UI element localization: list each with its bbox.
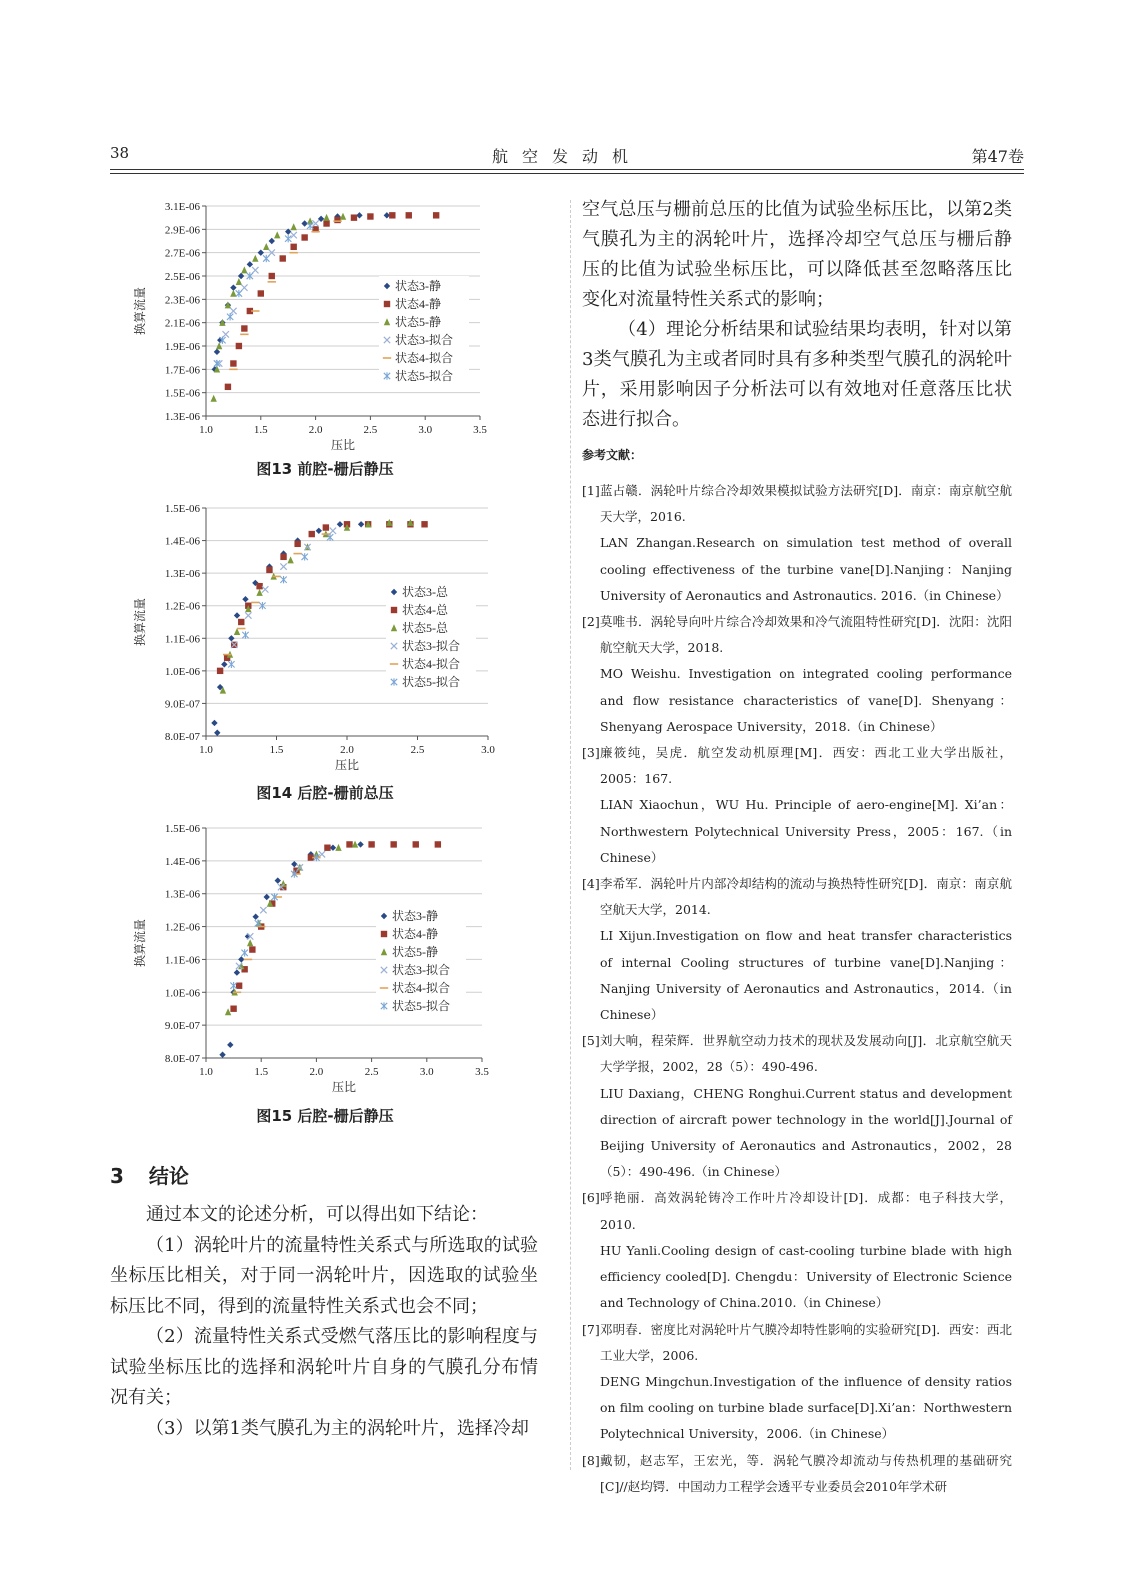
legend-label: 状态4-拟合 [395, 351, 453, 365]
reference-zh: 刘大响，程荣辉．世界航空动力技术的现状及发展动向[J]．北京航空航天大学学报，2002，28（5）：490-496. [600, 1033, 1012, 1075]
x-tick-label: 2.5 [410, 744, 425, 756]
data-point [217, 668, 223, 674]
section-number: 3 [110, 1164, 124, 1188]
legend-label: 状态5-总 [402, 621, 448, 635]
data-point [367, 213, 373, 219]
legend [376, 906, 466, 1020]
x-tick-label: 1.0 [199, 424, 213, 436]
legend-marker [381, 931, 387, 937]
reference-item [582, 740, 1012, 871]
data-point [413, 841, 419, 847]
data-point [368, 841, 374, 847]
x-axis-label: 压比 [330, 438, 356, 452]
volume-label: 第47卷 [971, 147, 1024, 166]
running-header [110, 140, 1024, 170]
y-tick-label: 8.0E-07 [164, 731, 200, 743]
y-tick-label: 2.1E-06 [164, 317, 200, 330]
y-tick-label: 9.0E-07 [164, 698, 200, 711]
y-tick-label: 3.1E-06 [164, 201, 200, 213]
y-tick-label: 8.0E-07 [164, 1053, 200, 1065]
reference-number: [4] [582, 876, 600, 892]
reference-item [582, 1185, 1012, 1316]
y-tick-label: 1.0E-06 [164, 987, 200, 1000]
data-point [236, 983, 242, 989]
y-axis-label: 换算流量 [133, 286, 147, 336]
y-tick-label: 1.3E-06 [164, 411, 200, 423]
reference-en: LIU Daxiang，CHENG Ronghui.Current status and development direction of aircraft power technology in the world[J].Journal of Beijing University of Aeronautics and Astronautics，2002，28（5）：490-496.（in Chinese） [600, 1085, 1012, 1180]
y-tick-label: 1.1E-06 [164, 954, 200, 967]
reference-en: MO Weishu. Investigation on integrated cooling performance and flow resistance characteristics of vane[D]. Shenyang：Shenyang Aerospace University，2018.（in Chinese） [600, 666, 1012, 734]
reference-zh: 莫唯书．涡轮导向叶片综合冷却效果和冷气流阻特性研究[D]．沈阳：沈阳航空航天大学，2018. [600, 614, 1012, 656]
page-number: 38 [110, 144, 130, 162]
paragraph: （4）理论分析结果和试验结果均表明，针对以第3类气膜孔为主或者同时具有多种类型气膜孔的涡轮叶片，采用影响因子分析法可以有效地对任意落压比状态进行拟合。 [582, 319, 1012, 430]
y-tick-label: 1.0E-06 [164, 665, 200, 678]
reference-en: LI Xijun.Investigation on flow and heat transfer characteristics of internal Cooling structures of turbine vane[D].Nanjing：Nanjing University of Aeronautics and Astronautics，2014.（in Chinese） [600, 928, 1012, 1023]
data-point [258, 290, 264, 296]
legend-label: 状态5-拟合 [392, 999, 450, 1013]
legend-label: 状态4-拟合 [402, 657, 460, 671]
data-point [256, 583, 262, 589]
data-point [238, 619, 244, 625]
reference-en: DENG Mingchun.Investigation of the influence of density ratios on film cooling on turbine blade surface[D].Xi’an：Northwestern Polytechnical University，2006.（in Chinese） [600, 1373, 1012, 1442]
figure-14-chart [110, 498, 540, 780]
references-title: 参考文献： [582, 448, 643, 462]
data-point [294, 541, 300, 547]
y-tick-label: 1.1E-06 [164, 633, 200, 646]
data-point [433, 212, 439, 218]
data-point [249, 946, 255, 952]
reference-item [582, 1448, 1012, 1500]
reference-zh: 戴韧，赵志军，王宏光，等．涡轮气膜冷却流动与传热机理的基础研究[C]//赵均锷．中国动力工程学会透平专业委员会2010年学术研 [600, 1452, 1012, 1494]
y-tick-label: 1.7E-06 [164, 364, 200, 377]
legend [379, 276, 469, 390]
x-tick-label: 2.0 [308, 424, 323, 436]
x-axis-label: 压比 [334, 758, 360, 772]
reference-zh: 呼艳丽．高效涡轮铸冷工作叶片冷却设计[D]．成都：电子科技大学，2010. [600, 1190, 1012, 1232]
figure-13-caption: 图13 前腔-栅后静压 [256, 460, 394, 478]
paragraph: 通过本文的论述分析，可以得出如下结论： [146, 1204, 488, 1225]
y-tick-label: 2.7E-06 [164, 247, 200, 260]
y-tick-label: 1.5E-06 [164, 823, 200, 835]
x-tick-label: 2.0 [309, 1066, 324, 1078]
journal-name: 航空发动机 [491, 147, 642, 166]
reference-list [582, 478, 1012, 1500]
data-point [236, 343, 242, 349]
data-point [323, 220, 329, 226]
y-axis-label: 换算流量 [133, 597, 147, 647]
legend-label: 状态5-静 [395, 315, 441, 329]
y-tick-label: 2.9E-06 [164, 224, 200, 237]
legend [386, 582, 476, 696]
y-tick-label: 1.2E-06 [164, 600, 200, 613]
section-heading [110, 1160, 189, 1189]
conclusion-text [110, 1200, 538, 1444]
data-point [230, 360, 236, 366]
reference-number: [6] [582, 1190, 600, 1206]
data-point [301, 234, 307, 240]
x-tick-label: 3.0 [419, 1066, 434, 1078]
y-tick-label: 1.3E-06 [164, 568, 200, 581]
data-point [290, 244, 296, 250]
reference-item [582, 609, 1012, 740]
reference-number: [7] [582, 1321, 600, 1337]
reference-zh: 邓明春．密度比对涡轮叶片气膜冷却特性影响的实验研究[D]．西安：西北工业大学，2006. [600, 1321, 1012, 1363]
reference-number: [1] [582, 483, 600, 498]
data-point [334, 217, 340, 223]
figure-13-chart [110, 196, 540, 458]
data-point [280, 255, 286, 261]
data-point [241, 325, 247, 331]
header-rule-thin [110, 173, 1024, 174]
data-point [390, 841, 396, 847]
x-tick-label: 2.5 [363, 424, 378, 436]
x-tick-label: 1.0 [199, 744, 213, 756]
y-tick-label: 2.3E-06 [164, 294, 200, 307]
reference-en: LAN Zhangan.Research on simulation test method of overall cooling effectiveness of the turbine vane[D].Nanjing：Nanjing University of Aeronautics and Astronautics. 2016.（in Chinese） [600, 535, 1012, 603]
data-point [421, 521, 427, 527]
reference-number: [2] [582, 614, 600, 630]
reference-zh: 蓝占赣．涡轮叶片综合冷却效果模拟试验方法研究[D]．南京：南京航空航天大学，2016. [600, 483, 1012, 525]
data-point [435, 841, 441, 847]
header-rule-thick [110, 169, 1024, 170]
paragraph: （1）涡轮叶片的流量特性关系式与所选取的试验坐标压比相关，对于同一涡轮叶片，因选取的试验坐标压比不同，得到的流量特性关系式也会不同； [110, 1234, 538, 1317]
legend-label: 状态5-拟合 [395, 369, 453, 383]
figure-15-chart [110, 818, 540, 1102]
reference-number: [5] [582, 1033, 600, 1049]
reference-zh: 廉筱纯，吴虎．航空发动机原理[M]．西安：西北工业大学出版社，2005：167. [600, 745, 1012, 787]
x-tick-label: 1.5 [254, 1066, 269, 1078]
y-tick-label: 1.4E-06 [164, 855, 200, 868]
y-tick-label: 1.5E-06 [164, 387, 200, 400]
legend-label: 状态3-静 [392, 909, 438, 923]
reference-item [582, 1317, 1012, 1448]
paragraph: （3）以第1类气膜孔为主的涡轮叶片，选择冷却 [146, 1417, 529, 1439]
section-title: 结论 [148, 1164, 189, 1188]
legend-label: 状态3-拟合 [392, 963, 450, 977]
reference-number: [3] [582, 745, 600, 761]
x-axis-label: 压比 [331, 1080, 357, 1094]
y-tick-label: 1.4E-06 [164, 535, 200, 548]
reference-en: LIAN Xiaochun，WU Hu. Principle of aero-engine[M]. Xi’an：Northwestern Polytechnical University Press，2005：167.（in Chinese） [600, 797, 1012, 865]
data-point [266, 567, 272, 573]
data-point [351, 214, 357, 220]
legend-label: 状态3-拟合 [402, 639, 460, 653]
legend-label: 状态4-总 [402, 603, 448, 617]
reference-en: HU Yanli.Cooling design of cast-cooling turbine blade with high efficiency cooled[D]. Chengdu：University of Electronic Science and Technology of China.2010.（in Chinese） [600, 1242, 1012, 1311]
figure-14-caption: 图14 后腔-栅前总压 [256, 784, 394, 802]
data-point [406, 212, 412, 218]
y-tick-label: 1.2E-06 [164, 921, 200, 934]
legend-marker [384, 301, 390, 307]
x-tick-label: 1.0 [199, 1066, 213, 1078]
y-tick-label: 1.9E-06 [164, 341, 200, 353]
x-tick-label: 3.5 [473, 424, 487, 436]
x-tick-label: 3.0 [481, 744, 495, 756]
y-tick-label: 2.5E-06 [164, 271, 200, 283]
legend-label: 状态3-拟合 [395, 333, 453, 347]
legend-marker [391, 607, 397, 613]
reference-zh: 李希军．涡轮叶片内部冷却结构的流动与换热特性研究[D]．南京：南京航空航天大学，2014. [600, 876, 1012, 918]
reference-item [582, 478, 1012, 609]
figure-15-caption: 图15 后腔-栅后静压 [256, 1107, 394, 1125]
legend-label: 状态3-总 [402, 585, 448, 599]
x-tick-label: 2.5 [364, 1066, 379, 1078]
column-separator [570, 200, 571, 1470]
x-tick-label: 1.5 [253, 424, 268, 436]
data-point [323, 524, 329, 530]
reference-number: [8] [582, 1452, 600, 1468]
legend-label: 状态3-静 [395, 279, 441, 293]
data-point [324, 845, 330, 851]
legend-label: 状态5-拟合 [402, 675, 460, 689]
paragraph: （2）流量特性关系式受燃气落压比的影响程度与试验坐标压比的选择和涡轮叶片自身的气膜孔分布情况有关； [110, 1326, 538, 1408]
y-axis-label: 换算流量 [133, 918, 147, 968]
x-tick-label: 2.0 [340, 744, 354, 756]
x-tick-label: 3.5 [475, 1066, 489, 1078]
legend-label: 状态4-静 [392, 927, 438, 941]
data-point [389, 212, 395, 218]
data-point [309, 531, 315, 537]
y-tick-label: 9.0E-07 [164, 1020, 200, 1033]
x-tick-label: 1.5 [269, 744, 284, 756]
conclusion-text-continued [582, 195, 1012, 435]
data-point [230, 1006, 236, 1012]
x-tick-label: 3.0 [418, 424, 433, 436]
data-point [269, 273, 275, 279]
reference-item [582, 871, 1012, 1028]
reference-item [582, 1028, 1012, 1185]
data-point [346, 841, 352, 847]
legend-label: 状态5-静 [392, 945, 438, 959]
legend-label: 状态4-静 [395, 297, 441, 311]
data-point [225, 384, 231, 390]
paragraph: 空气总压与栅前总压的比值为试验坐标压比，以第2类气膜孔为主的涡轮叶片，选择冷却空气总压与栅后静压的比值为试验坐标压比，可以降低甚至忽略落压比变化对流量特性关系式的影响； [582, 199, 1012, 310]
y-tick-label: 1.5E-06 [164, 503, 200, 515]
y-tick-label: 1.3E-06 [164, 888, 200, 901]
legend-label: 状态4-拟合 [392, 981, 450, 995]
data-point [280, 554, 286, 560]
